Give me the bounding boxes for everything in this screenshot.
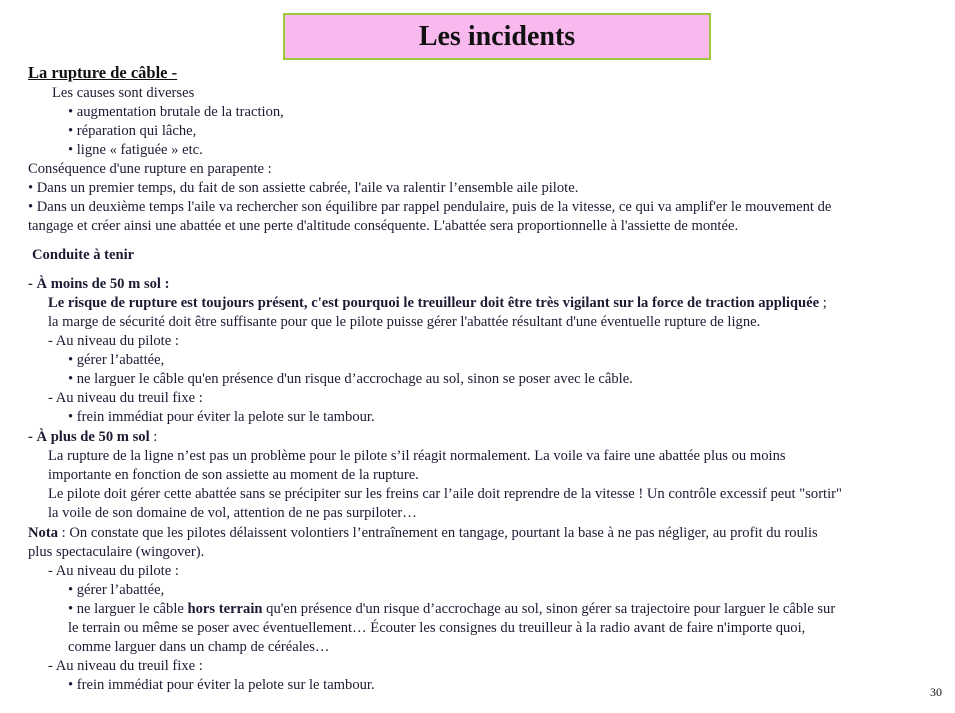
consequence-p1: • Dans un premier temps, du fait de son assiette cabrée, l'aile va ralentir l’ensemble aile pilote. <box>28 180 579 196</box>
nota-item2-line3: comme larguer dans un champ de céréales… <box>68 639 330 655</box>
causes-intro: Les causes sont diverses <box>52 85 195 101</box>
plus50-line: Le pilote doit gérer cette abattée sans se précipiter sur les freins car l’aile doit reprendre de la vitesse ! Un contrôle excessif peut "sortir" <box>48 486 842 502</box>
plus50-heading-rest: : <box>149 429 158 445</box>
nota-line2: plus spectaculaire (wingover). <box>28 544 205 560</box>
plus50-line: La rupture de la ligne n’est pas un problème pour le pilote s’il réagit normalement. La voile va faire une abattée plus ou moins <box>48 448 786 464</box>
plus50-line: importante en fonction de son assiette au moment de la rupture. <box>48 467 419 483</box>
cause-item: • réparation qui lâche, <box>68 123 197 139</box>
consequence-heading: Conséquence d'une rupture en parapente : <box>28 161 272 177</box>
moins50-risk-bold: Le risque de rupture est toujours présent, c'est pourquoi le treuilleur doit être très vigilant sur la force de traction appliquée <box>48 295 820 311</box>
title-box <box>283 13 711 60</box>
cause-item: • ligne « fatiguée » etc. <box>68 142 203 158</box>
moins50-treuil-label: - Au niveau du treuil fixe : <box>48 390 203 406</box>
section-title: La rupture de câble - <box>28 63 178 82</box>
page-title: Les incidents <box>418 20 576 52</box>
nota-item1: • gérer l’abattée, <box>68 582 165 598</box>
plus50-heading-line <box>28 428 157 447</box>
nota-item2-line2: le terrain ou même se poser avec éventuellement… Écouter les consignes du treuilleur à la radio avant de faire n'importe quoi, <box>68 620 806 636</box>
nota-line1 <box>28 524 818 543</box>
plus50-heading: - À plus de 50 m sol <box>28 429 150 445</box>
nota-pilote-label: - Au niveau du pilote : <box>48 563 179 579</box>
consequence-p2-line1: • Dans un deuxième temps l'aile va rechercher son équilibre par rappel pendulaire, puis de la vitesse, ce qui va amplif'er le mouvement de <box>28 199 832 215</box>
nota-treuil-item: • frein immédiat pour éviter la pelote sur le tambour. <box>68 677 375 693</box>
nota-item2-b: qu'en présence d'un risque d’accrochage au sol, sinon gérer sa trajectoire pour larguer le câble sur <box>262 601 836 617</box>
nota-text1: : On constate que les pilotes délaissent volontiers l’entraînement en tangage, pourtant la base à ne pas négliger, au profit du roulis <box>58 525 818 541</box>
moins50-pilote-label: - Au niveau du pilote : <box>48 333 179 349</box>
nota-label: Nota <box>28 525 58 541</box>
moins50-risk-line <box>48 294 827 313</box>
page-number: 30 <box>930 685 942 699</box>
moins50-pilote-item: • gérer l’abattée, <box>68 352 165 368</box>
nota-item2-a: • ne larguer le câble <box>68 601 188 617</box>
nota-item2-line1 <box>68 600 835 619</box>
moins50-pilote-item: • ne larguer le câble qu'en présence d'un risque d’accrochage au sol, sinon se poser avec le câble. <box>68 371 633 387</box>
plus50-line: la voile de son domaine de vol, attention de ne pas surpiloter… <box>48 505 417 521</box>
moins50-risk-rest: ; <box>819 295 827 311</box>
nota-treuil-label: - Au niveau du treuil fixe : <box>48 658 203 674</box>
moins50-margin-line: la marge de sécurité doit être suffisante pour que le pilote puisse gérer l'abattée résultant d'une éventuelle rupture de ligne. <box>48 314 761 330</box>
nota-item2-bold: hors terrain <box>187 601 263 617</box>
conduite-heading: Conduite à tenir <box>32 247 135 263</box>
moins50-heading: - À moins de 50 m sol : <box>28 276 170 292</box>
moins50-treuil-item: • frein immédiat pour éviter la pelote sur le tambour. <box>68 409 375 425</box>
consequence-p2-line2: tangage et créer ainsi une abattée et une perte d'altitude conséquente. L'abattée sera proportionnelle à l'assiette de montée. <box>28 218 739 234</box>
cause-item: • augmentation brutale de la traction, <box>68 104 284 120</box>
